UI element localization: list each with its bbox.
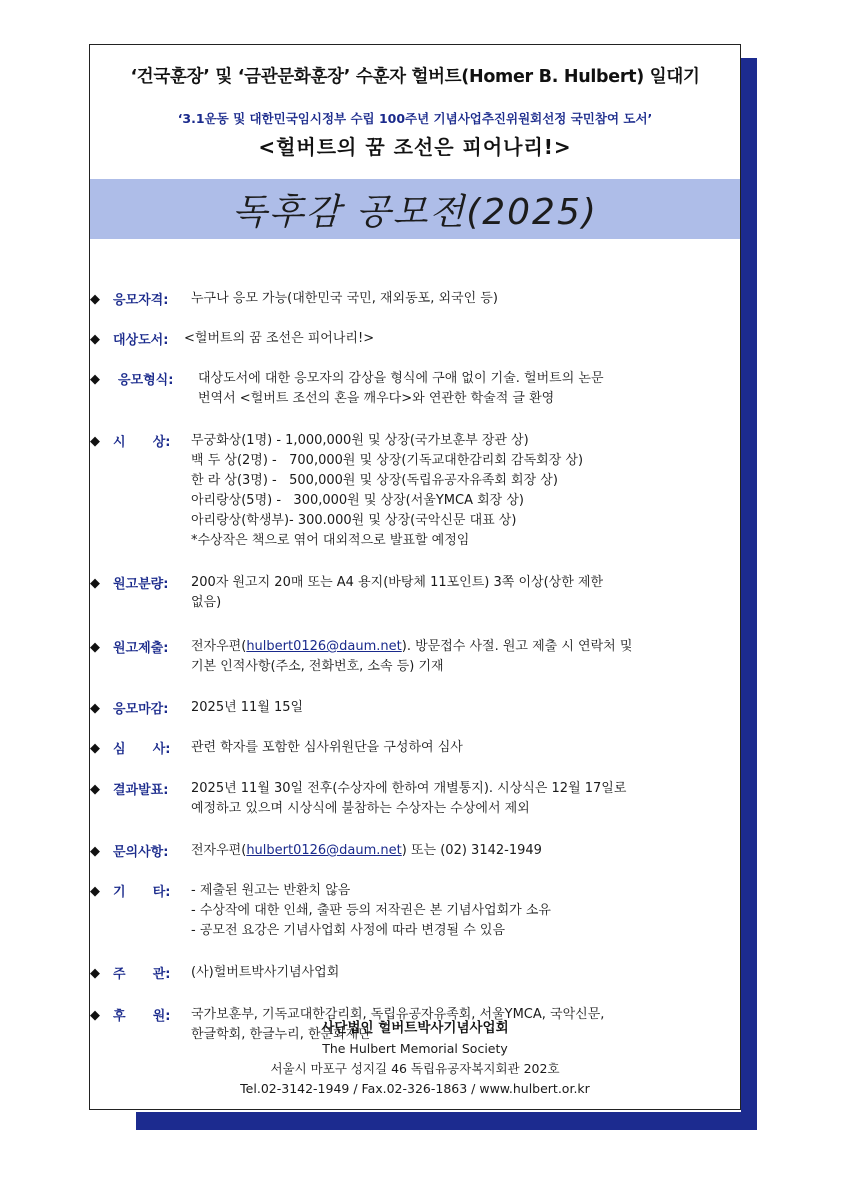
item-value <box>191 881 726 941</box>
award-line: 한 라 상(3명) - 500,000원 및 상장(독립유공자유족회 회장 상) <box>191 473 558 488</box>
item-line: - 제출된 원고는 반환치 않음 <box>191 883 351 898</box>
diamond-bullet-icon: ◆ <box>90 741 100 756</box>
award-line: 무궁화상(1명) - 1,000,000원 및 상장(국가보훈부 장관 상) <box>191 433 529 448</box>
item-label: 시 상: <box>113 435 171 450</box>
item-line <box>191 841 726 861</box>
item-line: 번역서 <헐버트 조선의 혼을 깨우다>와 연관한 학술적 글 환영 <box>198 391 555 406</box>
diamond-bullet-icon: ◆ <box>90 576 100 591</box>
item-label: 심 사: <box>113 742 171 757</box>
diamond-bullet-icon: ◆ <box>90 701 100 716</box>
item-line: 2025년 11월 30일 전후(수상자에 한하여 개별통지). 시상식은 12월 17일로 <box>191 781 627 796</box>
item-line: 기본 인적사항(주소, 전화번호, 소속 등) 기재 <box>191 659 444 674</box>
item-line: 대상도서에 대한 응모자의 감상을 형식에 구애 없이 기술. 헐버트의 논문 <box>198 371 604 386</box>
diamond-bullet-icon: ◆ <box>90 434 100 449</box>
item-line: (사)헐버트박사기념사업회 <box>191 965 340 980</box>
item-line: 2025년 11월 15일 <box>191 700 304 715</box>
item-line: 200자 원고지 20매 또는 A4 용지(바탕체 11포인트) 3쪽 이상(상한 제한 <box>191 575 604 590</box>
item-value <box>191 637 726 677</box>
item-value <box>184 329 726 349</box>
item-value <box>191 963 726 983</box>
item-label: 원고분량: <box>113 577 169 592</box>
item-value <box>191 738 726 758</box>
banner-title: 독후감 공모전(2025) <box>232 191 598 233</box>
item-label: 결과발표: <box>113 783 169 798</box>
item-label: 기 타: <box>113 885 171 900</box>
diamond-bullet-icon: ◆ <box>90 844 100 859</box>
item-label: 주 관: <box>113 967 171 982</box>
item-value <box>191 289 726 309</box>
item-value <box>198 369 726 409</box>
item-value <box>191 841 726 861</box>
item-line: 관련 학자를 포함한 심사위원단을 구성하여 심사 <box>191 740 463 755</box>
frame-shadow-bottom <box>136 1112 757 1130</box>
item-label: 응모형식: <box>118 373 174 388</box>
submission-email-link[interactable]: hulbert0126@daum.net <box>246 639 402 654</box>
award-note: *수상작은 책으로 엮어 대외적으로 발표할 예정임 <box>191 533 470 548</box>
header-title: ‘건국훈장’ 및 ‘금관문화훈장’ 수훈자 헐버트(Homer B. Hulbert) 일대기 <box>130 67 700 87</box>
diamond-bullet-icon: ◆ <box>90 884 100 899</box>
item-value <box>191 431 726 551</box>
diamond-bullet-icon: ◆ <box>90 640 100 655</box>
award-line: 백 두 상(2명) - 700,000원 및 상장(기독교대한감리회 감독회장 상) <box>191 453 584 468</box>
header-subtitle: ‘3.1운동 및 대한민국임시정부 수립 100주년 기념사업추진위원회선정 국민참여 도서’ <box>177 111 653 126</box>
item-line: <헐버트의 꿈 조선은 피어나리!> <box>184 331 375 346</box>
diamond-bullet-icon: ◆ <box>90 292 100 307</box>
item-value <box>191 779 726 819</box>
item-label: 문의사항: <box>113 845 169 860</box>
text-prefix: 전자우편( <box>191 843 247 858</box>
item-label: 후 원: <box>113 1009 171 1024</box>
diamond-bullet-icon: ◆ <box>90 372 100 387</box>
footer-org-korean: 사단법인 헐버트박사기념사업회 <box>321 1020 509 1036</box>
item-line <box>191 637 726 657</box>
award-line: 아리랑상(학생부)- 300.000원 및 상장(국악신문 대표 상) <box>191 513 517 528</box>
item-value <box>191 698 726 718</box>
item-label: 원고제출: <box>113 641 169 656</box>
diamond-bullet-icon: ◆ <box>90 966 100 981</box>
item-line: 누구나 응모 가능(대한민국 국민, 재외동포, 외국인 등) <box>191 291 498 306</box>
item-label: 응모마감: <box>113 702 169 717</box>
footer-org-english: The Hulbert Memorial Society <box>322 1041 508 1056</box>
item-line: 예정하고 있으며 시상식에 불참하는 수상자는 수상에서 제외 <box>191 801 530 816</box>
text-suffix: ). 방문접수 사절. 원고 제출 시 연락처 및 <box>401 639 633 654</box>
header-book-title: <헐버트의 꿈 조선은 피어나리!> <box>258 135 572 159</box>
item-line: - 공모전 요강은 기념사업회 사정에 따라 변경될 수 있음 <box>191 923 506 938</box>
diamond-bullet-icon: ◆ <box>90 782 100 797</box>
text-suffix: ) 또는 (02) 3142-1949 <box>401 843 542 858</box>
footer-address: 서울시 마포구 성지길 46 독립유공자복지회관 202호 <box>270 1061 560 1076</box>
document-frame <box>89 44 741 1110</box>
diamond-bullet-icon: ◆ <box>90 332 100 347</box>
item-value <box>191 573 726 613</box>
inquiry-email-link[interactable]: hulbert0126@daum.net <box>246 843 402 858</box>
item-label: 응모자격: <box>113 293 169 308</box>
footer <box>90 1017 740 1099</box>
text-prefix: 전자우편( <box>191 639 247 654</box>
award-line: 아리랑상(5명) - 300,000원 및 상장(서울YMCA 회장 상) <box>191 493 525 508</box>
diamond-bullet-icon: ◆ <box>90 1008 100 1023</box>
contest-banner <box>90 179 740 239</box>
footer-contact: Tel.02-3142-1949 / Fax.02-326-1863 / www.hulbert.or.kr <box>240 1081 590 1096</box>
item-label: 대상도서: <box>113 333 169 348</box>
item-line: 없음) <box>191 595 222 610</box>
item-line: 한글학회, 한글누리, 한문화재단 <box>191 1027 371 1042</box>
item-line: 국가보훈부, 기독교대한감리회, 독립유공자유족회, 서울YMCA, 국악신문, <box>191 1007 605 1022</box>
item-line: - 수상작에 대한 인쇄, 출판 등의 저작권은 본 기념사업회가 소유 <box>191 903 551 918</box>
frame-shadow-right <box>741 58 757 1130</box>
